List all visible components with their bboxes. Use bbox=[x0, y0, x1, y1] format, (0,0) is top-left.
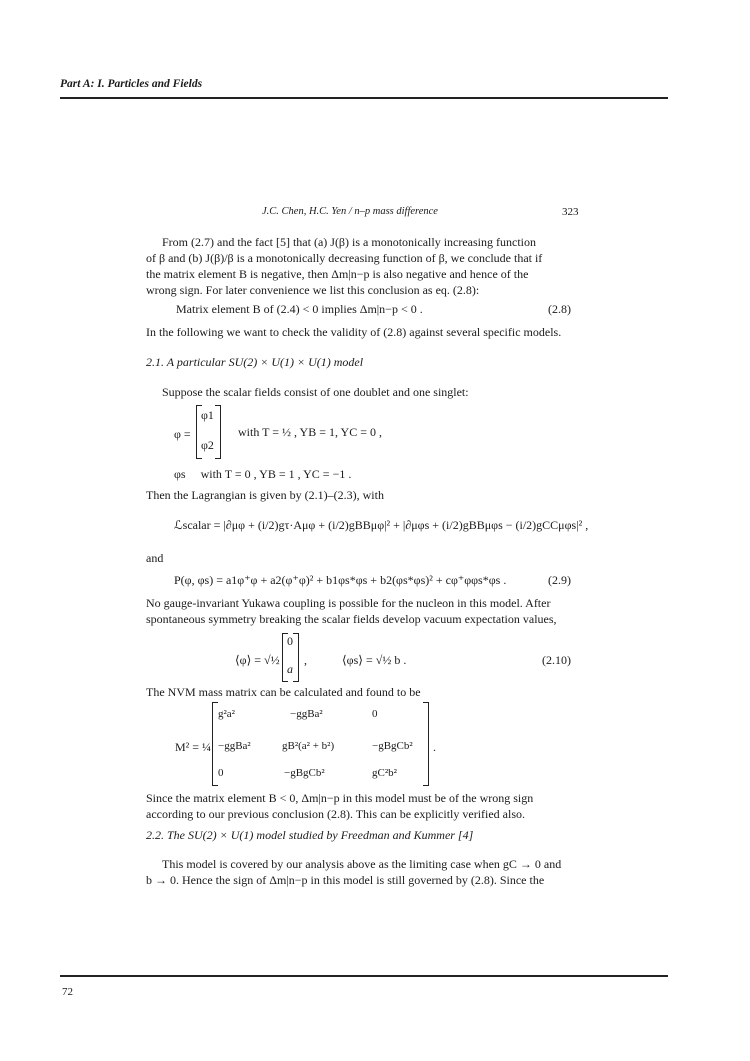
para1-line3: the matrix element B is negative, then Δm|n−p is also negative and hence of the bbox=[146, 267, 529, 281]
para2: In the following we want to check the validity of (2.8) against several specific models. bbox=[146, 325, 562, 339]
matrix-cell: −gBgCb² bbox=[284, 767, 325, 779]
para7-line1: Since the matrix element B < 0, Δm|n−p in this model must be of the wrong sign bbox=[146, 791, 534, 805]
equation-2-8: Matrix element B of (2.4) < 0 implies Δm|n−p < 0 . bbox=[176, 302, 423, 316]
vev-lhs: ⟨φ⟩ = √½ bbox=[235, 653, 280, 667]
matrix-cell: −ggBa² bbox=[290, 708, 323, 720]
journal-page-number: 323 bbox=[562, 206, 579, 218]
page-footer-number: 72 bbox=[62, 986, 73, 998]
equation-2-10-number: (2.10) bbox=[542, 653, 571, 667]
matrix-cell: 0 bbox=[218, 767, 224, 779]
matrix-cell: gB²(a² + b²) bbox=[282, 740, 335, 752]
para4: Then the Lagrangian is given by (2.1)–(2.3), with bbox=[146, 488, 384, 502]
para1-line1: From (2.7) and the fact [5] that (a) J(β) is a monotonically increasing function bbox=[162, 235, 536, 249]
mass-matrix-right-bracket bbox=[423, 702, 429, 786]
para1-line2: of β and (b) J(β)/β is a monotonically decreasing function of β, we conclude that if bbox=[146, 251, 543, 265]
phi-bottom-entry: φ2 bbox=[201, 438, 214, 452]
matrix-cell: gC²b² bbox=[372, 767, 397, 779]
potential-equation: P(φ, φs) = a1φ⁺φ + a2(φ⁺φ)² + b1φs*φs + b2(φs*φs)² + cφ⁺φφs*φs . bbox=[174, 573, 507, 587]
para7-line2: according to our previous conclusion (2.8). This can be explicitly verified also. bbox=[146, 807, 526, 821]
running-header: Part A: I. Particles and Fields bbox=[60, 78, 203, 90]
mass-matrix-lhs: M² = ¼ bbox=[175, 740, 212, 754]
vev-right-bracket bbox=[293, 633, 299, 682]
section-2-1-heading: 2.1. A particular SU(2) × U(1) × U(1) model bbox=[146, 355, 364, 369]
vev-singlet: ⟨φs⟩ = √½ b . bbox=[342, 653, 407, 667]
and-word: and bbox=[146, 551, 164, 565]
para8-line2: b → 0. Hence the sign of Δm|n−p in this model is still governed by (2.8). Since the bbox=[146, 873, 545, 887]
phis-line: φs with T = 0 , YB = 1 , YC = −1 . bbox=[174, 467, 352, 481]
phi-lhs: φ = bbox=[174, 427, 191, 441]
vev-bottom-entry: a bbox=[287, 662, 293, 676]
para6: The NVM mass matrix can be calculated and found to be bbox=[146, 685, 421, 699]
para5-line2: spontaneous symmetry breaking the scalar fields develop vacuum expectation values, bbox=[146, 612, 557, 626]
para8-line1: This model is covered by our analysis above as the limiting case when gC → 0 and bbox=[162, 857, 562, 871]
phi-quantum-numbers: with T = ½ , YB = 1, YC = 0 , bbox=[238, 425, 382, 439]
matrix-cell: −ggBa² bbox=[218, 740, 251, 752]
section-2-2-heading: 2.2. The SU(2) × U(1) model studied by Freedman and Kummer [4] bbox=[146, 828, 474, 842]
lagrangian-equation: ℒscalar = |∂μφ + (i/2)gτ·Aμφ + (i/2)gBBμφ|² + |∂μφs + (i/2)gBBμφs − (i/2)gCCμφs|² , bbox=[174, 518, 589, 532]
equation-2-9-number: (2.9) bbox=[548, 573, 571, 587]
vev-comma: , bbox=[304, 653, 307, 667]
header-rule bbox=[60, 97, 668, 99]
para3: Suppose the scalar fields consist of one doublet and one singlet: bbox=[162, 385, 469, 399]
matrix-cell: g²a² bbox=[218, 708, 235, 720]
vev-top-entry: 0 bbox=[287, 634, 293, 648]
matrix-cell: −gBgCb² bbox=[372, 740, 413, 752]
article-header: J.C. Chen, H.C. Yen / n–p mass difference bbox=[262, 206, 438, 217]
para1-line4: wrong sign. For later convenience we list this conclusion as eq. (2.8): bbox=[146, 283, 480, 297]
footer-rule bbox=[60, 975, 668, 977]
phi-top-entry: φ1 bbox=[201, 408, 214, 422]
mass-matrix-period: . bbox=[433, 740, 436, 754]
para5-line1: No gauge-invariant Yukawa coupling is possible for the nucleon in this model. After bbox=[146, 596, 551, 610]
matrix-cell: 0 bbox=[372, 708, 378, 720]
phi-right-bracket bbox=[215, 405, 221, 459]
equation-2-8-number: (2.8) bbox=[548, 302, 571, 316]
